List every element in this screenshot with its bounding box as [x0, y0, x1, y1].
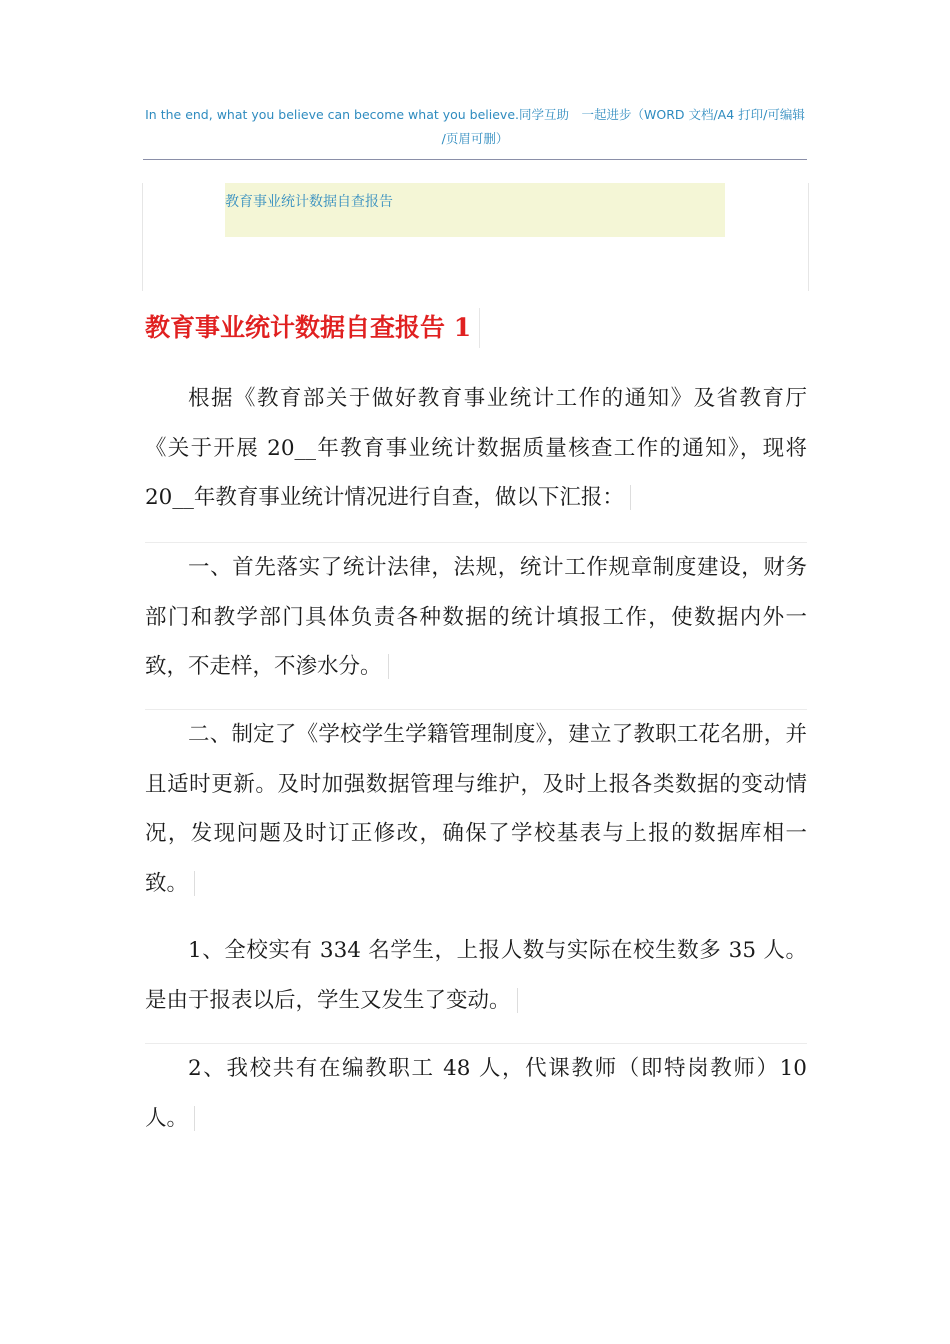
paragraph-3	[145, 709, 807, 908]
paragraph-text: 二、制定了《学校学生学籍管理制度》，建立了教职工花名册，并且适时更新。及时加强数据管理与维护，及时上报各类数据的变动情况，发现问题及时订正修改，确保了学校基表与上报的数据库相一致。	[145, 722, 807, 896]
header-line-2: /页眉可删）	[441, 131, 509, 146]
paragraph-text: 1、全校实有 334 名学生，上报人数与实际在校生数多 35 人。是由于报表以后，学生又发生了变动。	[145, 938, 807, 1013]
paragraph-text: 一、首先落实了统计法律，法规，统计工作规章制度建设，财务部门和教学部门具体负责各种数据的统计填报工作，使数据内外一致，不走样，不渗水分。	[145, 555, 807, 679]
paragraph-text: 2、我校共有在编教职工 48 人，代课教师（即特岗教师）10人。	[145, 1056, 807, 1131]
header-line-1: In the end, what you believe can become what you believe.同学互助 一起进步（WORD 文档/A4 打印/可编辑	[145, 107, 805, 122]
paragraph-text: 根据《教育部关于做好教育事业统计工作的通知》及省教育厅《关于开展 20__年教育事业统计数据质量核查工作的通知》，现将 20__年教育事业统计情况进行自查，做以下汇报：	[145, 386, 807, 510]
paragraph-2	[145, 542, 807, 692]
banner-title: 教育事业统计数据自查报告	[225, 194, 393, 210]
header-divider	[143, 159, 807, 160]
title-banner	[225, 183, 725, 237]
paragraph-4	[145, 926, 807, 1025]
paragraph-1	[145, 374, 807, 523]
page-header	[143, 103, 807, 151]
paragraph-5	[145, 1043, 807, 1143]
document-title: 教育事业统计数据自查报告 1	[145, 308, 480, 348]
